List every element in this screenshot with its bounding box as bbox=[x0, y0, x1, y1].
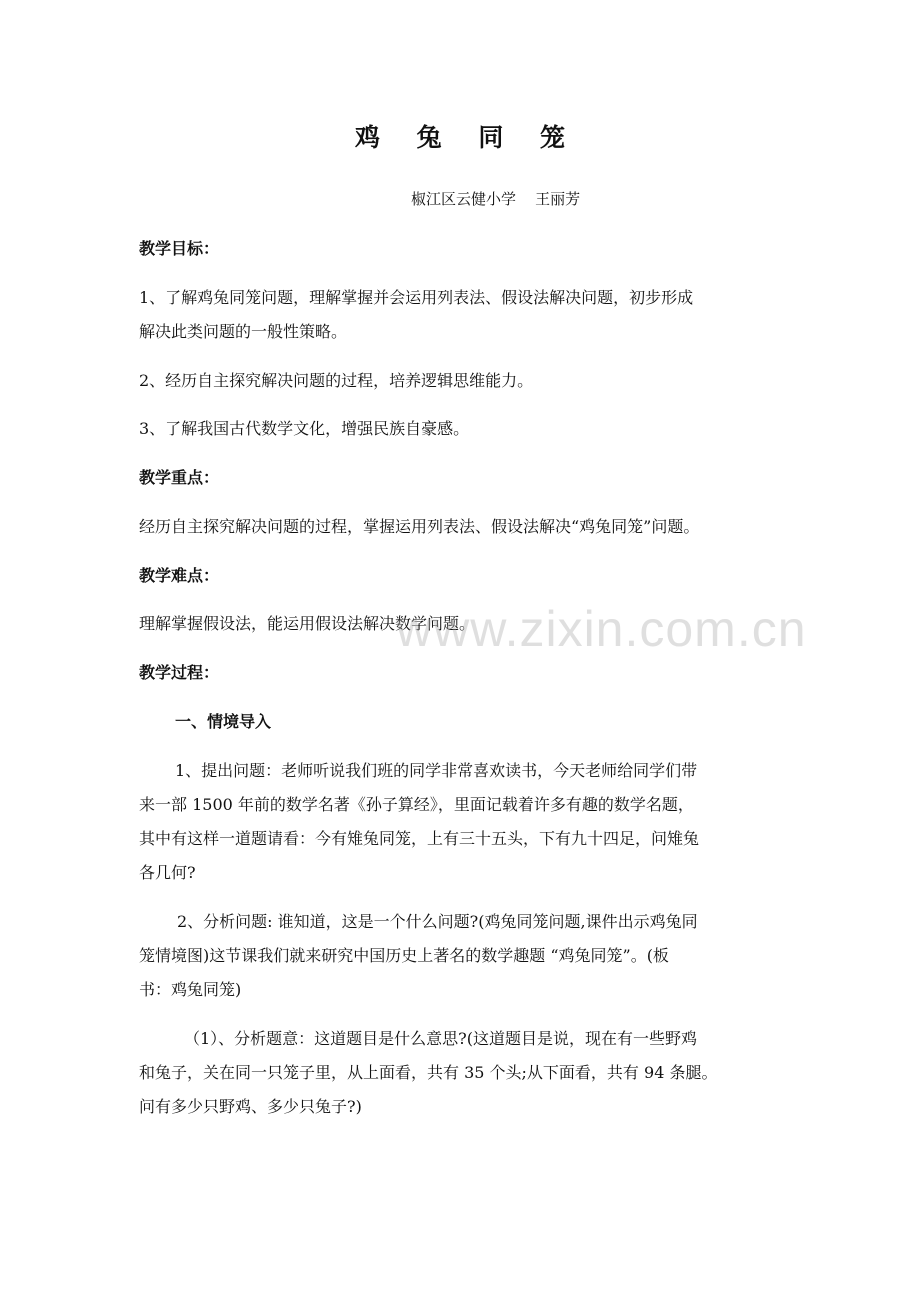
paragraph-1-line-2: 来一部 1500 年前的数学名著《孙子算经》，里面记载着许多有趣的数学名题， bbox=[139, 795, 694, 814]
key-points-text: 经历自主探究解决问题的过程，掌握运用列表法、假设法解决“鸡兔同笼”问题。 bbox=[139, 517, 700, 536]
objective-3: 3、了解我国古代数学文化，增强民族自豪感。 bbox=[139, 419, 470, 438]
watermark: www.zixin.com.cn bbox=[396, 601, 807, 657]
paragraph-3-line-2: 和兔子，关在同一只笼子里，从上面看，共有 35 个头;从下面看，共有 94 条腿。 bbox=[139, 1063, 718, 1082]
paragraph-1-line-1: 1、提出问题：老师听说我们班的同学非常喜欢读书，今天老师给同学们带 bbox=[175, 761, 698, 780]
paragraph-3-line-3: 问有多少只野鸡、多少只兔子?) bbox=[139, 1097, 362, 1116]
paragraph-2-line-3: 书：鸡兔同笼) bbox=[139, 980, 242, 999]
objective-1-line-2: 解决此类问题的一般性策略。 bbox=[139, 322, 348, 341]
section-1-heading: 一、情境导入 bbox=[175, 712, 272, 731]
objectives-heading: 教学目标： bbox=[139, 239, 220, 258]
paragraph-1-line-4: 各几何? bbox=[139, 863, 196, 882]
objective-1-line-1: 1、了解鸡兔同笼问题，理解掌握并会运用列表法、假设法解决问题，初步形成 bbox=[139, 288, 694, 307]
difficulties-text: 理解掌握假设法，能运用假设法解决数学问题。 bbox=[139, 614, 476, 633]
key-points-heading: 教学重点： bbox=[139, 468, 220, 487]
paragraph-2-line-2: 笼情境图)这节课我们就来研究中国历史上著名的数学趣题 “鸡兔同笼”。(板 bbox=[139, 946, 669, 965]
paragraph-3-line-1: （1）、分析题意：这道题目是什么意思?(这道题目是说，现在有一些野鸡 bbox=[184, 1029, 698, 1048]
process-heading: 教学过程： bbox=[139, 663, 220, 682]
document-title: 鸡 兔 同 笼 bbox=[354, 123, 580, 152]
difficulties-heading: 教学难点： bbox=[139, 566, 220, 585]
paragraph-2-line-1: 2、分析问题: 谁知道，这是一个什么问题?(鸡兔同笼问题,课件出示鸡兔同 bbox=[177, 912, 698, 931]
objective-2: 2、经历自主探究解决问题的过程，培养逻辑思维能力。 bbox=[139, 371, 534, 390]
paragraph-1-line-3: 其中有这样一道题请看：今有雉兔同笼，上有三十五头，下有九十四足，问雉兔 bbox=[139, 829, 700, 848]
author-line: 椒江区云健小学 王丽芳 bbox=[411, 190, 581, 208]
